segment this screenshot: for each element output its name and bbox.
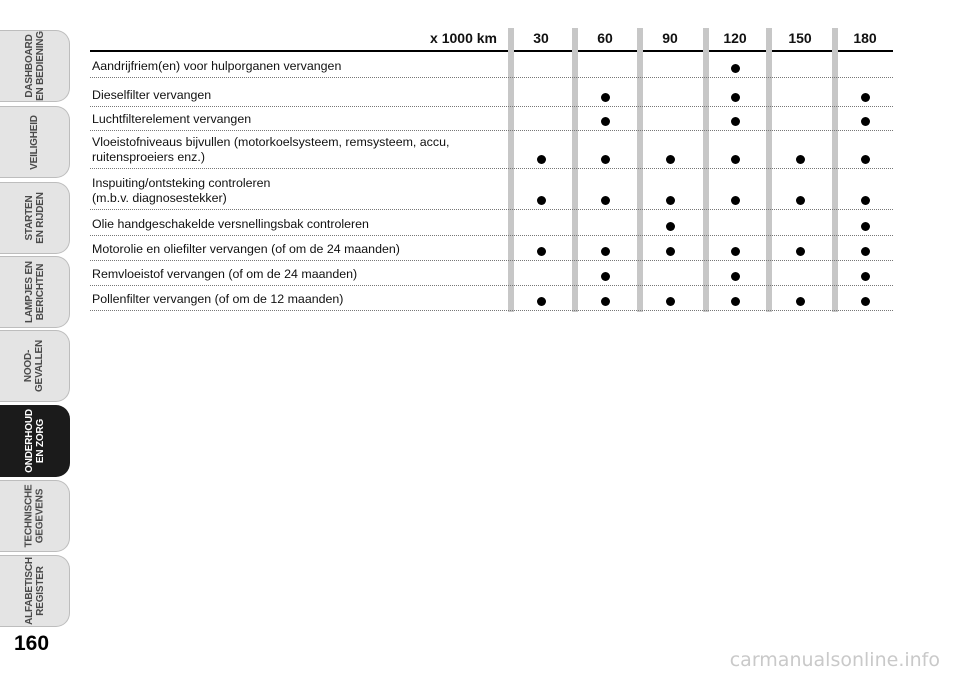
maintenance-dot — [601, 155, 610, 164]
maintenance-dot — [601, 247, 610, 256]
maintenance-dot — [861, 222, 870, 231]
maintenance-dot — [601, 297, 610, 306]
chapter-tab-label: NOOD- GEVALLEN — [23, 339, 46, 393]
maintenance-dot — [731, 64, 740, 73]
maintenance-dot — [861, 155, 870, 164]
table-row — [90, 286, 893, 311]
row-label: Aandrijfriem(en) voor hulporganen vervangen — [92, 59, 342, 73]
column-header: 120 — [723, 30, 747, 46]
column-header: 180 — [853, 30, 877, 46]
maintenance-dot — [537, 155, 546, 164]
maintenance-dot — [537, 297, 546, 306]
table-row — [90, 131, 893, 169]
maintenance-dot — [537, 247, 546, 256]
row-label: Dieselfilter vervangen — [92, 88, 212, 102]
column-header: 60 — [597, 30, 613, 46]
maintenance-dot — [666, 297, 675, 306]
maintenance-dot — [666, 155, 675, 164]
table-row — [90, 210, 893, 236]
table-row — [90, 52, 893, 78]
maintenance-dot — [601, 117, 610, 126]
chapter-tab[interactable] — [0, 30, 70, 102]
unit-header: x 1000 km — [430, 30, 497, 46]
maintenance-dot — [861, 93, 870, 102]
maintenance-dot — [796, 196, 805, 205]
watermark: carmanualsonline.info — [729, 649, 940, 671]
chapter-tab[interactable] — [0, 256, 70, 328]
chapter-tab-label: LAMPJES EN BERICHTEN — [23, 261, 46, 323]
row-label: Inspuiting/ontsteking controleren (m.b.v. diagnosestekker) — [92, 176, 271, 205]
chapter-tab-label: DASHBOARD EN BEDIENING — [23, 31, 46, 101]
chapter-tab[interactable] — [0, 182, 70, 254]
column-header: 90 — [662, 30, 678, 46]
maintenance-dot — [731, 247, 740, 256]
maintenance-dot — [731, 297, 740, 306]
maintenance-dot — [731, 155, 740, 164]
row-label: Olie handgeschakelde versnellingsbak controleren — [92, 217, 369, 231]
maintenance-dot — [861, 272, 870, 281]
maintenance-dot — [796, 297, 805, 306]
maintenance-dot — [796, 155, 805, 164]
row-label: Remvloeistof vervangen (of om de 24 maanden) — [92, 267, 358, 281]
page-number: 160 — [14, 632, 50, 655]
table-row — [90, 169, 893, 210]
maintenance-dot — [731, 117, 740, 126]
maintenance-dot — [861, 117, 870, 126]
maintenance-dot — [796, 247, 805, 256]
maintenance-dot — [731, 272, 740, 281]
table-row — [90, 261, 893, 286]
maintenance-dot — [666, 222, 675, 231]
maintenance-dot — [601, 93, 610, 102]
table-row — [90, 78, 893, 107]
chapter-tab[interactable] — [0, 330, 70, 402]
maintenance-dot — [861, 247, 870, 256]
chapter-tab[interactable] — [0, 555, 70, 627]
maintenance-dot — [666, 196, 675, 205]
table-row — [90, 107, 893, 131]
chapter-tab-label: STARTEN EN RIJDEN — [23, 192, 46, 244]
chapter-tab-label: TECHNISCHE GEGEVENS — [23, 484, 46, 548]
chapter-tab[interactable] — [0, 405, 70, 477]
maintenance-dot — [731, 93, 740, 102]
maintenance-dot — [537, 196, 546, 205]
table-row — [90, 236, 893, 261]
chapter-tab-label: ONDERHOUD EN ZORG — [23, 409, 46, 473]
maintenance-dot — [601, 196, 610, 205]
maintenance-dot — [731, 196, 740, 205]
maintenance-dot — [601, 272, 610, 281]
chapter-tab-label: ALFABETISCH REGISTER — [23, 557, 46, 625]
maintenance-dot — [666, 247, 675, 256]
row-label: Pollenfilter vervangen (of om de 12 maanden) — [92, 292, 344, 306]
row-label: Vloeistofniveaus bijvullen (motorkoelsysteem, remsysteem, accu, ruitensproeiers enz.) — [92, 135, 450, 164]
row-label: Luchtfilterelement vervangen — [92, 112, 252, 126]
row-label: Motorolie en oliefilter vervangen (of om de 24 maanden) — [92, 242, 400, 256]
column-header: 30 — [533, 30, 549, 46]
chapter-tab[interactable] — [0, 480, 70, 552]
maintenance-dot — [861, 297, 870, 306]
column-header: 150 — [788, 30, 812, 46]
chapter-tab[interactable] — [0, 106, 70, 178]
chapter-tab-label: VEILIGHEID — [29, 114, 40, 170]
maintenance-dot — [861, 196, 870, 205]
